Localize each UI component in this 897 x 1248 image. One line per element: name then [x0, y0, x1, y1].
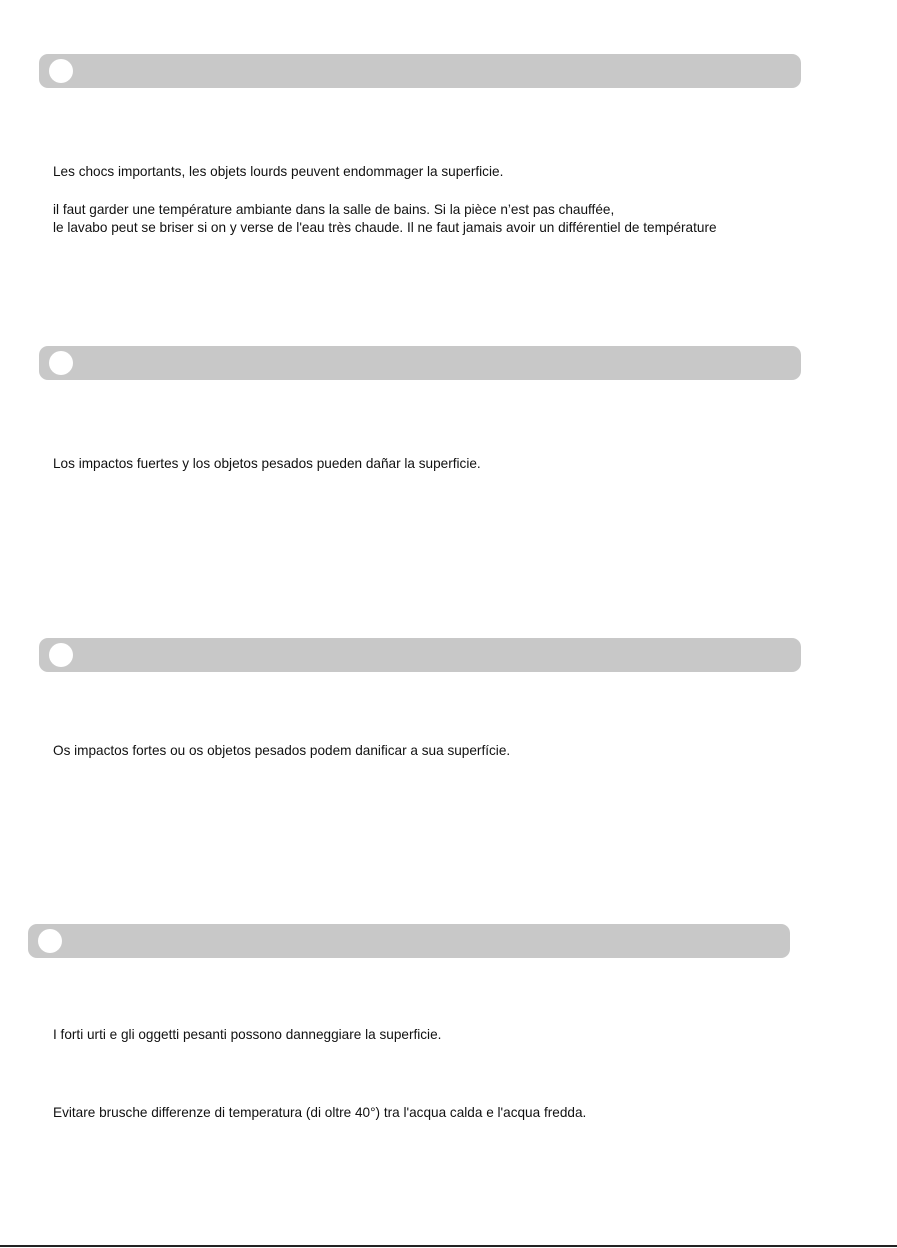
paragraph-line: I forti urti e gli oggetti pesanti possono danneggiare la superficie. [53, 1027, 442, 1042]
paragraph-line: le lavabo peut se briser si on y verse de l'eau très chaude. Il ne faut jamais avoir un différentiel de température [53, 220, 717, 235]
section-header-bar [28, 924, 790, 958]
bullet-circle-icon [49, 351, 73, 375]
paragraph-line: Evitare brusche differenze di temperatura (di oltre 40°) tra l'acqua calda e l'acqua fredda. [53, 1105, 587, 1120]
paragraph-line: Os impactos fortes ou os objetos pesados podem danificar a sua superfície. [53, 743, 511, 758]
bullet-circle-icon [49, 59, 73, 83]
bullet-circle-icon [38, 929, 62, 953]
paragraph-line: Les chocs importants, les objets lourds peuvent endommager la superficie. [53, 164, 504, 179]
bullet-circle-icon [49, 643, 73, 667]
paragraph-line: Los impactos fuertes y los objetos pesados pueden dañar la superficie. [53, 456, 481, 471]
section-header-bar [39, 54, 801, 88]
section-header-bar [39, 638, 801, 672]
section-header-bar [39, 346, 801, 380]
page-bottom-rule [0, 1245, 897, 1247]
paragraph-line: il faut garder une température ambiante dans la salle de bains. Si la pièce n’est pas chauffée, [53, 202, 615, 217]
